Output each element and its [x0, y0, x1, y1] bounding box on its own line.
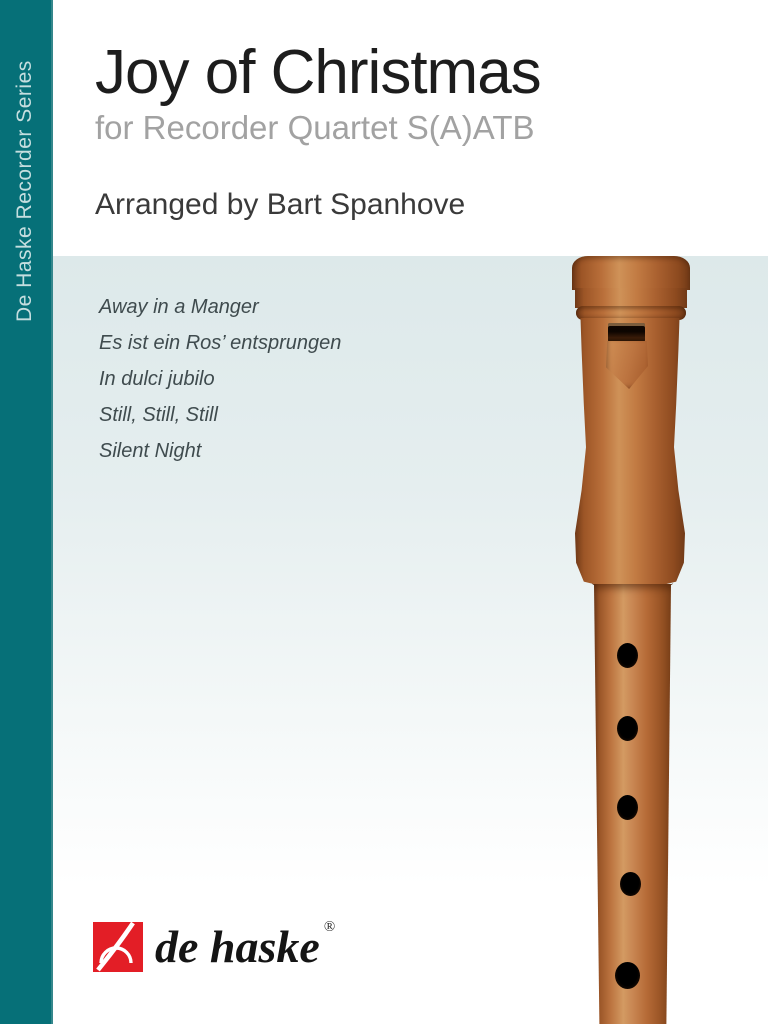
song-item: In dulci jubilo [99, 368, 215, 390]
song-list [99, 289, 341, 469]
title-block [53, 0, 768, 256]
publisher-wordmark: de haske [155, 921, 320, 972]
recorder-labium-window [608, 323, 645, 342]
de-haske-logo-icon [93, 922, 143, 972]
page-title: Joy of Christmas [95, 38, 541, 107]
registered-trademark: ® [323, 919, 336, 935]
page-subtitle: for Recorder Quartet S(A)ATB [95, 109, 535, 146]
recorder-finger-hole [617, 643, 638, 668]
song-item: Still, Still, Still [99, 404, 218, 426]
series-label: De Haske Recorder Series [13, 60, 36, 322]
arranger-credit: Arranged by Bart Spanhove [95, 188, 466, 221]
song-item: Away in a Manger [99, 296, 259, 318]
publisher-logo [93, 919, 336, 972]
recorder-finger-hole [617, 795, 638, 820]
song-item: Silent Night [99, 440, 202, 462]
recorder-finger-hole [617, 716, 638, 741]
recorder-head-top [572, 256, 690, 290]
series-spine [0, 0, 53, 1024]
song-item: Es ist ein Ros’ entsprungen [99, 332, 342, 354]
recorder-head-ring [576, 306, 686, 320]
recorder-finger-hole [615, 962, 640, 989]
recorder-head-neck [575, 288, 687, 308]
recorder-finger-hole [620, 872, 641, 896]
